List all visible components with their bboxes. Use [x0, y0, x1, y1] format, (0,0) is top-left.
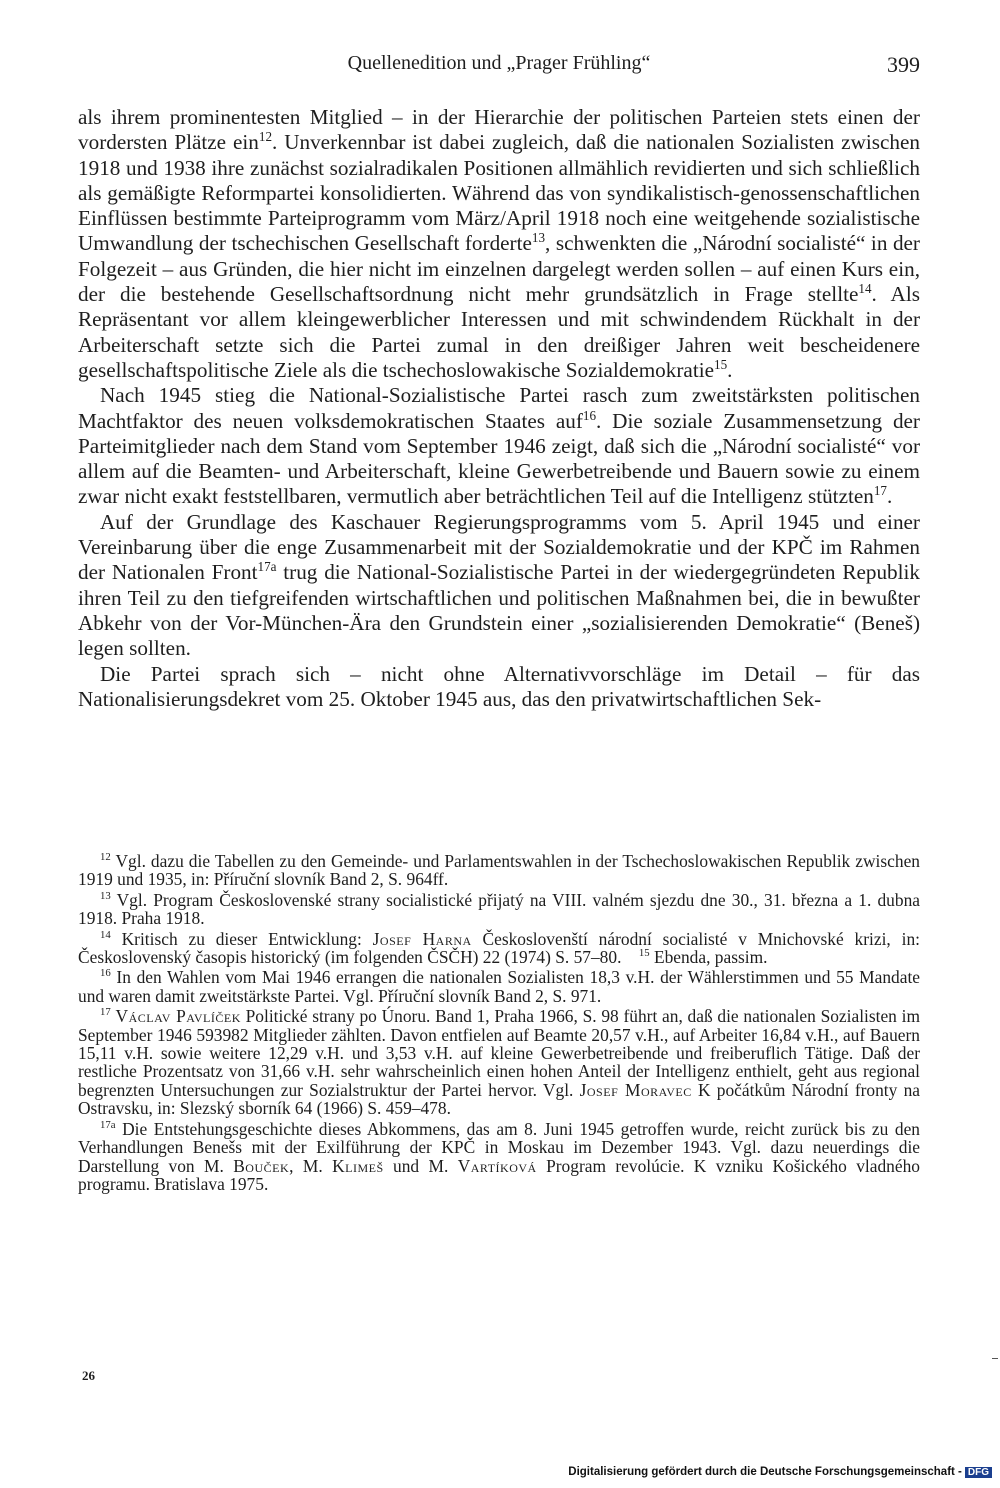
p3-text-1: Auf der Grundlage des Kaschauer Regierungsprogramms vom 5. April 1945 und einer Vereinbarung über die enge Zusammenarbeit mit der Sozialdemokratie und der KPČ im Rahmen der Nationalen Front [78, 509, 920, 585]
footnote-16-number: 16 [100, 967, 111, 980]
footnote-12-text: Vgl. dazu die Tabellen zu den Gemeinde- und Parlamentswahlen in der Tschechoslowakischen Republik zwischen 1919 und 1935, in: Příruční slovník Band 2, S. 964ff. [78, 851, 920, 890]
footnote-ref-15: 15 [714, 356, 728, 372]
footnote-17-number: 17 [100, 1006, 111, 1019]
footnote-16 [78, 968, 920, 1005]
footnote-14 [78, 930, 920, 967]
p1-text-2: . Unverkennbar ist dabei zugleich, daß die nationalen Sozialisten zwischen 1918 und 1938 ihre zunächst sozialradikalen Positionen allmählich revidierten und sich schließlich als gemäßigte Reformpartei konsolidierten. Während das von syndikalistisch-genossenschaftlichen Einflüssen bestimmte Parteiprogramm vom März/April 1918 noch eine weitgehende sozialistische Umwandlung der tschechischen Gesellschaft forderte [78, 130, 920, 256]
p2-text-1: Nach 1945 stieg die National-Sozialistische Partei rasch zum zweitstärksten politischen Machtfaktor des neuen volksdemokratischen Staates auf [78, 383, 920, 433]
footnote-12-number: 12 [100, 851, 111, 864]
footnote-ref-14: 14 [858, 281, 872, 297]
running-title: Quellenedition und „Prager Frühling“ [347, 52, 651, 74]
footnote-15-text: Ebenda, passim. [649, 947, 768, 968]
footnote-17-text-1: Politické strany po Únoru. Band 1, Praha 1966, S. 98 führt an, daß die nationalen Sozialisten im September 1946 593982 Mitglieder zählten. Davon entfielen auf Beamte 20,57 v.H., auf Arbeiter 16,84 v.H., auf Bauern 15,11 v.H. sowie weitere 12,29 v.H. und 3,53 v.H. auf kleine Gewerbetreibende und freiberuflich Tätige. Daß der restliche Prozentsatz von 31,66 v.H. sehr wahrscheinlich einen hohen Anteil der Intelligenz enthielt, geht aus regional begrenzten Untersuchungen zur Sozialstruktur der Partei hervor. Vgl. [78, 1006, 920, 1100]
p3-text-2: trug die National-Sozialistische Partei in der wiedergegründeten Republik ihren Teil zu den tiefgreifenden wirtschaftlichen und politischen Maßnahmen bei, die in bewußter Abkehr von der Vor-München-Ära den Grundstein einer „sozialisierenden Demokratie“ (Beneš) legen sollten. [78, 560, 920, 661]
footnote-ref-17: 17 [873, 483, 887, 499]
footnote-17a-text-4: Program revolúcie. K vzniku Košického vladného programu. Bratislava 1975. [78, 1155, 920, 1194]
footnote-17a-author-3: Vartíková [457, 1155, 537, 1176]
footnote-14-text-2: Českoslovenští národní socialisté v Mnichovské krizi, in: Československý časopis historický (im folgenden ČSČH) 22 (1974) S. 57–80. [78, 928, 920, 968]
credit-text: Digitalisierung gefördert durch die Deutsche Forschungsgemeinschaft - [568, 1466, 962, 1478]
p2-text-2: . Die soziale Zusammensetzung der Parteimitglieder nach dem Stand vom September 1946 zeigt, daß sich die „Národní socialisté“ vor allem auf die Beamten- und Arbeiterschaft, kleine Gewerbetreibende und Bauern sowie zu einem zwar nicht exakt feststellbaren, vermutlich aber beträchtlichen Teil auf die Intelligenz stützten [78, 408, 920, 509]
page-number: 399 [887, 52, 920, 77]
p1-text-5: . [727, 357, 733, 382]
printer-signature: 26 [82, 1368, 95, 1383]
footnote-17a-text-3: und M. [383, 1155, 458, 1176]
footnote-17a-text-1: Die Entstehungsgeschichte dieses Abkommens, das am 8. Juni 1945 getroffen wurde, reicht zurück bis zu den Verhandlungen Benešs mit der Exilführung der KPČ in Moskau im Dezember 1943. Vgl. dazu neuerdings die Darstellung von M. [78, 1118, 920, 1176]
edge-tick-mark [992, 1358, 998, 1359]
paragraph-1 [78, 105, 920, 383]
p1-text-1: als ihrem prominentesten Mitglied – in der Hierarchie der politischen Parteien stets einen der vordersten Plätze ein [78, 105, 920, 155]
footnote-14-number: 14 [100, 928, 111, 941]
paragraph-2 [78, 383, 920, 509]
p2-text-3: . [886, 484, 893, 509]
footnote-ref-17a: 17a [257, 559, 277, 575]
footnote-17a-author-2: Klimeš [332, 1155, 384, 1176]
digitization-credit [568, 1466, 992, 1478]
footnote-17 [78, 1007, 920, 1117]
footnote-16-text: In den Wahlen vom Mai 1946 errangen die nationalen Sozialisten 18,3 v.H. der Wählerstimmen und 55 Mandate und waren damit zweitstärkste Partei. Vgl. Příruční slovník Band 2, S. 971. [78, 967, 920, 1006]
p1-text-4: . Als Repräsentant vor allem kleingewerblicher Interessen und mit schwindendem Rückhalt in der Arbeiterschaft setzte sich die Partei zumal in den dreißiger Jahren weit bescheidenere gesellschaftspolitische Ziele als die tschechoslowakische Sozialdemokratie [78, 282, 920, 382]
footnote-13-text: Vgl. Program Československé strany socialistické přijatý na VIII. valném sjezdu dne 30., 31. března a 1. dubna 1918. Praha 1918. [78, 889, 920, 929]
footnote-17-author-2: Josef Moravec [579, 1079, 692, 1100]
footnote-14-author: Josef Harna [372, 928, 472, 949]
main-text [78, 105, 920, 712]
footnote-ref-12: 12 [258, 129, 272, 145]
footnote-ref-16: 16 [582, 407, 596, 423]
footnote-14-text-1: Kritisch zu dieser Entwicklung: [110, 928, 373, 949]
dfg-logo: DFG [965, 1467, 992, 1478]
footnote-ref-13: 13 [531, 230, 546, 246]
paragraph-3 [78, 510, 920, 662]
footnote-15-number: 15 [638, 947, 650, 960]
footnotes [78, 852, 920, 1193]
paragraph-4 [78, 662, 920, 713]
p4-text-1: Die Partei sprach sich – nicht ohne Alternativvorschläge im Detail – für das Nationalisierungsdekret vom 25. Oktober 1945 aus, das den privatwirtschaftlichen Sek- [78, 661, 920, 711]
footnote-13 [78, 891, 920, 928]
footnote-17-text-2: K počátkům Národní fronty na Ostravsku, in: Slezský sborník 64 (1966) S. 459–478. [78, 1079, 920, 1119]
footnote-17-author-1: Václav Pavlíček [115, 1006, 241, 1027]
footnote-12 [78, 852, 920, 889]
p1-text-3: , schwenkten die „Národní socialisté“ in der Folgezeit – aus Gründen, die hier nicht im einzelnen dargelegt werden sollen – auf einen Kurs ein, der die bestehende Gesellschaftsordnung nicht mehr grundsätzlich in Frage stellte [78, 231, 920, 307]
running-head [78, 52, 920, 82]
footnote-17a-number: 17a [100, 1118, 116, 1131]
footnote-13-number: 13 [100, 890, 111, 903]
footnote-17a-author-1: Bouček [233, 1155, 290, 1176]
footnote-17a [78, 1120, 920, 1194]
footnote-17a-text-2: , M. [289, 1155, 333, 1176]
